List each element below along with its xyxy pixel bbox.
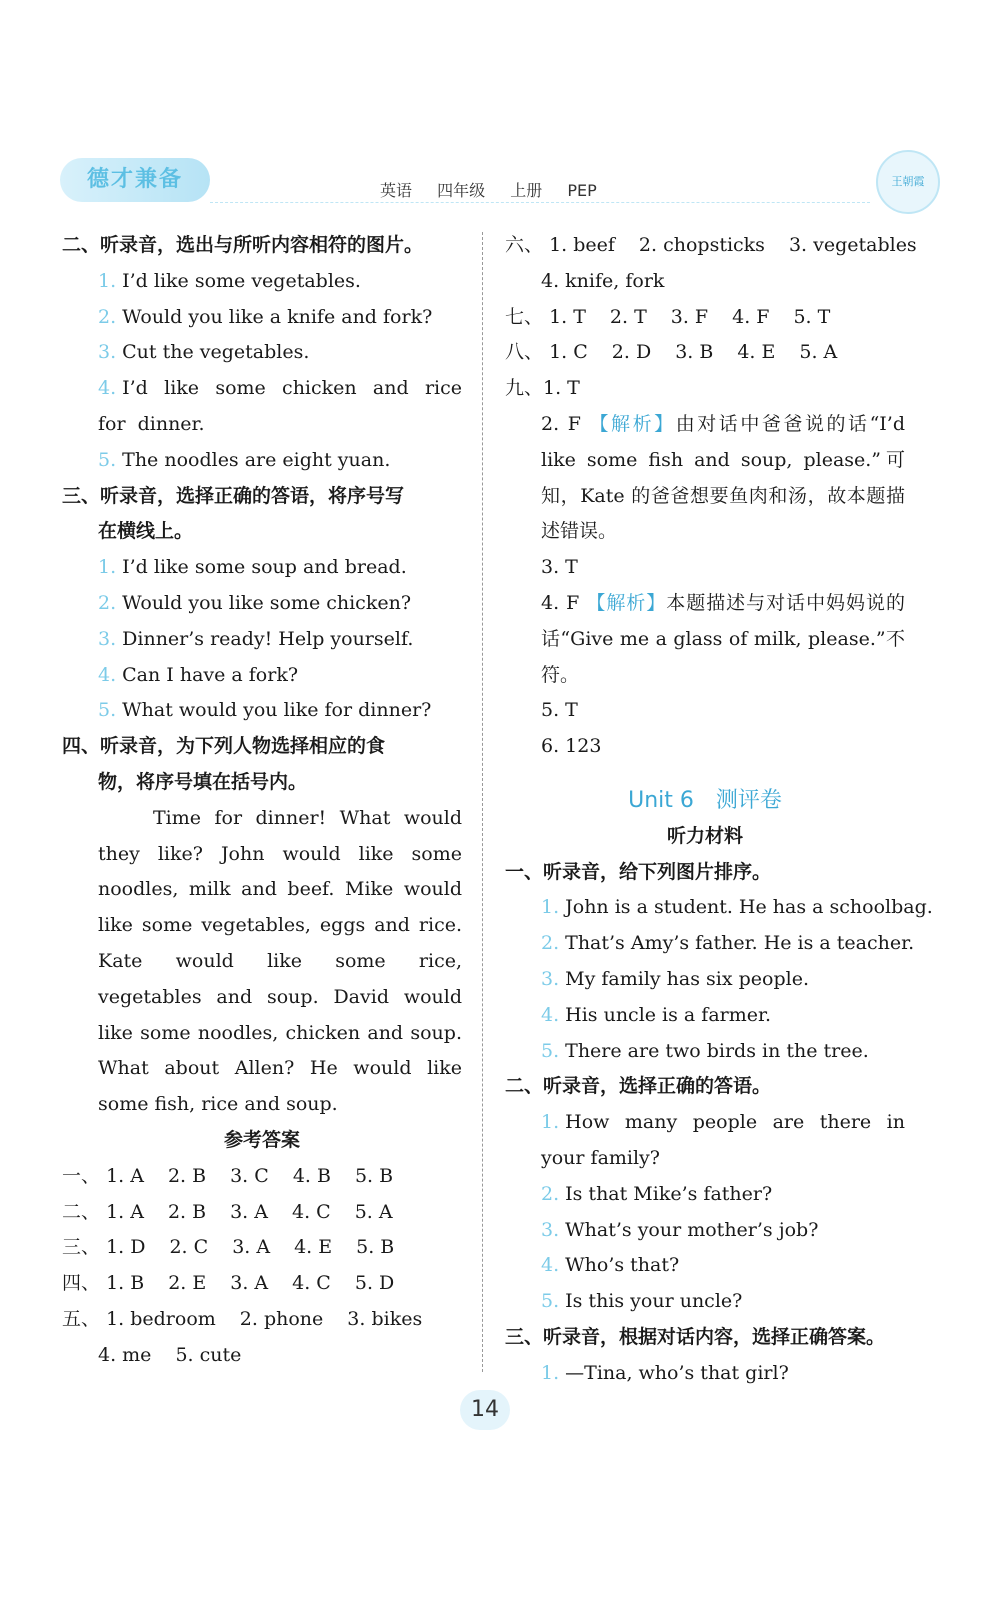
list-item: 2. Would you like a knife and fork? [98, 305, 433, 328]
answer-row: 七、 1. T 2. T 3. F 4. F 5. T [505, 305, 831, 328]
section-title: 二、听录音，选出与所听内容相符的图片。 [62, 234, 424, 256]
right-column [505, 228, 933, 1392]
list-item: 3. My family has six people. [541, 967, 809, 990]
list-item: 4. Who’s that? [541, 1254, 680, 1277]
list-item: 5. There are two birds in the tree. [541, 1039, 869, 1062]
list-item: 3. What’s your mother’s job? [541, 1218, 819, 1241]
page-number: 14 [460, 1390, 510, 1430]
header-info [380, 178, 617, 201]
section-title: 二、听录音，选择正确的答语。 [505, 1075, 772, 1098]
column-divider [482, 232, 483, 1372]
answer-item: 6. 123 [541, 735, 602, 758]
unit-title: Unit 6 测评卷 [628, 787, 782, 813]
left-column [62, 228, 462, 1374]
answer-row: 二、 1. A 2. B 3. A 4. C 5. A [62, 1200, 393, 1223]
edition-label: PEP [567, 181, 597, 200]
section-title: 一、听录音，给下列图片排序。 [505, 860, 772, 883]
answer-row: 一、 1. A 2. B 3. C 4. B 5. B [62, 1164, 394, 1187]
list-item: 4. Can I have a fork? [98, 663, 299, 686]
answer-row: 八、 1. C 2. D 3. B 4. E 5. A [505, 341, 838, 364]
answer-row: 九、1. T [505, 377, 580, 400]
listening-title: 听力材料 [666, 824, 743, 847]
explanation-item: 4. F 【解析】本题描述与对话中妈妈说的话“Give me a glass of milk, please.”不符。 [541, 591, 905, 686]
list-item: 5. The noodles are eight yuan. [98, 448, 391, 471]
list-item: 3. Dinner’s ready! Help yourself. [98, 627, 414, 650]
list-item: 4. His uncle is a farmer. [541, 1003, 772, 1026]
answer-row: 五、 1. bedroom 2. phone 3. bikes [62, 1307, 423, 1330]
header-rule [210, 202, 870, 203]
list-item: 2. Would you like some chicken? [98, 591, 411, 614]
answer-item: 5. T [541, 699, 578, 722]
list-item: 1. I’d like some soup and bread. [98, 556, 407, 579]
section-title-cont: 物，将序号填在括号内。 [98, 770, 308, 793]
list-item: 2. Is that Mike’s father? [541, 1182, 773, 1205]
list-item: 5. What would you like for dinner? [98, 699, 432, 722]
section-title: 三、听录音，根据对话内容，选择正确答案。 [505, 1325, 886, 1348]
answers-title: 参考答案 [223, 1128, 300, 1151]
list-item: 3. Cut the vegetables. [98, 341, 310, 364]
list-item: 1. —Tina, who’s that girl? [541, 1361, 789, 1384]
answer-row: 4. me 5. cute [98, 1343, 242, 1366]
volume-label: 上册 [510, 181, 543, 200]
answer-row: 六、 1. beef 2. chopsticks 3. vegetables [505, 234, 917, 256]
section-title: 三、听录音，选择正确的答语，将序号写 [62, 484, 405, 507]
answer-item: 3. T [541, 556, 578, 579]
brand-logo: 德才兼备 [60, 158, 210, 202]
passage-text: Time for dinner! What would they like? John would like some noodles, milk and beef. Mike would like some vegetables, eggs and rice. Kate would like some rice, vegetables and soup. David would like some noodles, chicken and soup. What about Allen? He would like some fish, rice and soup. [98, 806, 462, 1116]
badge-logo: 王朝霞 [876, 150, 940, 214]
answer-row: 4. knife, fork [541, 269, 665, 292]
list-item: 1. How many people are there in your family? [541, 1111, 905, 1169]
section-title: 四、听录音，为下列人物选择相应的食 [62, 735, 386, 758]
list-item: 2. That’s Amy’s father. He is a teacher. [541, 932, 915, 955]
list-item: 4. I’d like some chicken and rice for dinner. [98, 377, 462, 435]
subject-label: 英语 [380, 181, 413, 200]
list-item: 5. Is this your uncle? [541, 1290, 743, 1313]
answer-row: 三、 1. D 2. C 3. A 4. E 5. B [62, 1236, 395, 1259]
grade-label: 四年级 [437, 181, 486, 200]
section-title-cont: 在横线上。 [98, 520, 194, 543]
page-header [60, 150, 940, 210]
list-item: 1. John is a student. He has a schoolbag. [541, 896, 933, 919]
list-item: 1. I’d like some vegetables. [98, 269, 361, 292]
explanation-item: 2. F 【解析】由对话中爸爸说的话“I’d like some fish and soup, please.”可知，Kate 的爸爸想要鱼肉和汤，故本题描述错误。 [541, 412, 906, 543]
answer-row: 四、 1. B 2. E 3. A 4. C 5. D [62, 1272, 395, 1295]
